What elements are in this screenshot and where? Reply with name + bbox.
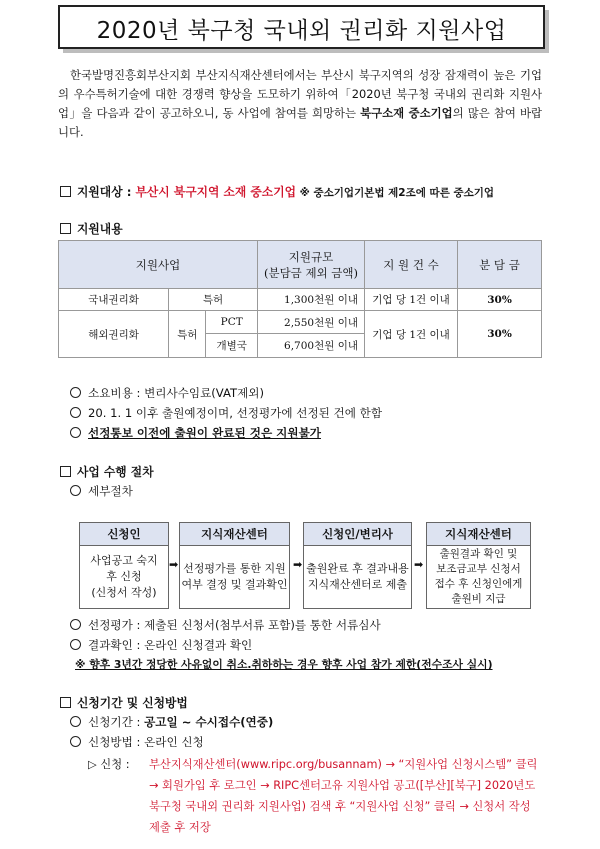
table-row (59, 289, 542, 311)
flow-step-4-head: 지식재산센터 (426, 522, 531, 546)
flow-step-2-body: 선정평가를 통한 지원 여부 결정 및 결과확인 (179, 545, 290, 609)
circle-bullet-icon (70, 639, 81, 650)
intro-bold: 북구소재 중소기업 (360, 106, 453, 120)
cell-overseas-name: 해외권리화 (59, 311, 169, 358)
note-date: 20. 1. 1 이후 출원예정이며, 선정평가에 선정된 건에 한함 (70, 405, 382, 421)
flow-step-3-head: 신청인/변리사 (303, 522, 412, 546)
cell-overseas-amount2: 6,700천원 이내 (258, 334, 365, 358)
header-program: 지원사업 (59, 241, 258, 289)
intro-text-1: 한국발명진흥회부산지회 부산지식재산센터에서는 부산시 북구지역의 성장 잠재력이 높은 기업의 우수특허기술에 대한 경쟁력 향상을 도모하기 위하여「2020년 북구청 국내외 권리화 지원사업」을 다음과 같이 공고하오니, 동 사업에 참여를 희망하는 (58, 68, 542, 120)
process-heading: 사업 수행 절차 (60, 463, 154, 480)
header-scale: 지원규모 (분담금 제외 금액) (258, 241, 365, 289)
flow-step-2-head: 지식재산센터 (179, 522, 290, 546)
circle-bullet-icon (70, 407, 81, 418)
period-method: 신청방법 : 온라인 신청 (70, 734, 204, 750)
note-cost: 소요비용 : 변리사수임료(VAT제외) (70, 385, 264, 401)
cell-domestic-name: 국내권리화 (59, 289, 169, 311)
content-heading (60, 220, 123, 237)
circle-bullet-icon (70, 427, 81, 438)
flow-step-3-body: 출원완료 후 결과내용 지식재산센터로 제출 (303, 545, 412, 609)
cell-overseas-pct: PCT (206, 311, 258, 334)
flow-step-4-body: 출원결과 확인 및 보조금교부 신청서 접수 후 신청인에게 출원비 지급 (426, 545, 531, 609)
note-restriction: 선정통보 이전에 출원이 완료된 것은 지원불가 (70, 425, 321, 441)
page-title: 2020년 북구청 국내외 권리화 지원사업 (96, 18, 507, 44)
flow-step-1-body: 사업공고 숙지 후 신청 (신청서 작성) (79, 545, 169, 609)
cell-domestic-amount: 1,300천원 이내 (258, 289, 365, 311)
circle-bullet-icon (70, 736, 81, 747)
flow-step-1-head: 신청인 (79, 522, 169, 546)
process-warning: ※ 향후 3년간 정당한 사유없이 취소.취하하는 경우 향후 사업 참가 제한(전수조사 실시) (75, 658, 493, 671)
cell-domestic-type: 특허 (169, 289, 258, 311)
arrow-right-icon: ➡ (293, 558, 303, 571)
arrow-right-icon: ➡ (414, 558, 424, 571)
circle-bullet-icon (70, 387, 81, 398)
cell-overseas-type: 특허 (169, 311, 206, 358)
cell-overseas-count: 기업 당 1건 이내 (365, 311, 458, 358)
arrow-right-icon: ➡ (169, 558, 179, 571)
circle-bullet-icon (70, 485, 81, 496)
process-sub: 세부절차 (70, 483, 133, 499)
checkbox-icon (60, 186, 71, 197)
checkbox-icon (60, 697, 71, 708)
target-note: ※ 중소기업기본법 제2조에 따른 중소기업 (295, 187, 495, 199)
intro-paragraph (58, 66, 542, 142)
apply-prefix: ▷ 신청 : (88, 758, 130, 771)
header-count: 지 원 건 수 (365, 241, 458, 289)
cell-overseas-individual: 개별국 (206, 334, 258, 358)
target-label: 지원대상 : (77, 185, 136, 199)
target-value: 부산시 북구지역 소재 중소기업 (135, 185, 296, 199)
period-term: 신청기간 : 공고일 ~ 수시접수(연중) (70, 714, 273, 730)
header-share: 분 담 금 (458, 241, 542, 289)
checkbox-icon (60, 223, 71, 234)
checkbox-icon (60, 466, 71, 477)
target-section (60, 183, 494, 200)
title-box (58, 5, 545, 49)
period-heading: 신청기간 및 신청방법 (60, 694, 188, 711)
intro-text-2: 의 많은 참여 바랍니다. (58, 106, 542, 139)
table-row (59, 311, 542, 334)
circle-bullet-icon (70, 619, 81, 630)
cell-overseas-share: 30% (458, 311, 542, 358)
content-heading-text: 지원내용 (77, 222, 123, 236)
circle-bullet-icon (70, 716, 81, 727)
cell-domestic-count: 기업 당 1건 이내 (365, 289, 458, 311)
process-review: 선정평가 : 제출된 신청서(첨부서류 포함)를 통한 서류심사 (70, 617, 381, 633)
support-table (58, 240, 542, 358)
cell-domestic-share: 30% (458, 289, 542, 311)
apply-steps: 부산지식재산센터(www.ripc.org/busannam) → “지원사업 신청시스템” 클릭 → 회원가입 후 로그인 → RIPC센터고유 지원사업 공고([부산][북구] 2020년도 북구청 국내외 권리화 지원사업) 검색 후 “지원사업 신청” 클릭 → 신청서 작성 제출 후 저장 (149, 758, 538, 834)
process-result: 결과확인 : 온라인 신청결과 확인 (70, 637, 252, 653)
cell-overseas-amount1: 2,550천원 이내 (258, 311, 365, 334)
